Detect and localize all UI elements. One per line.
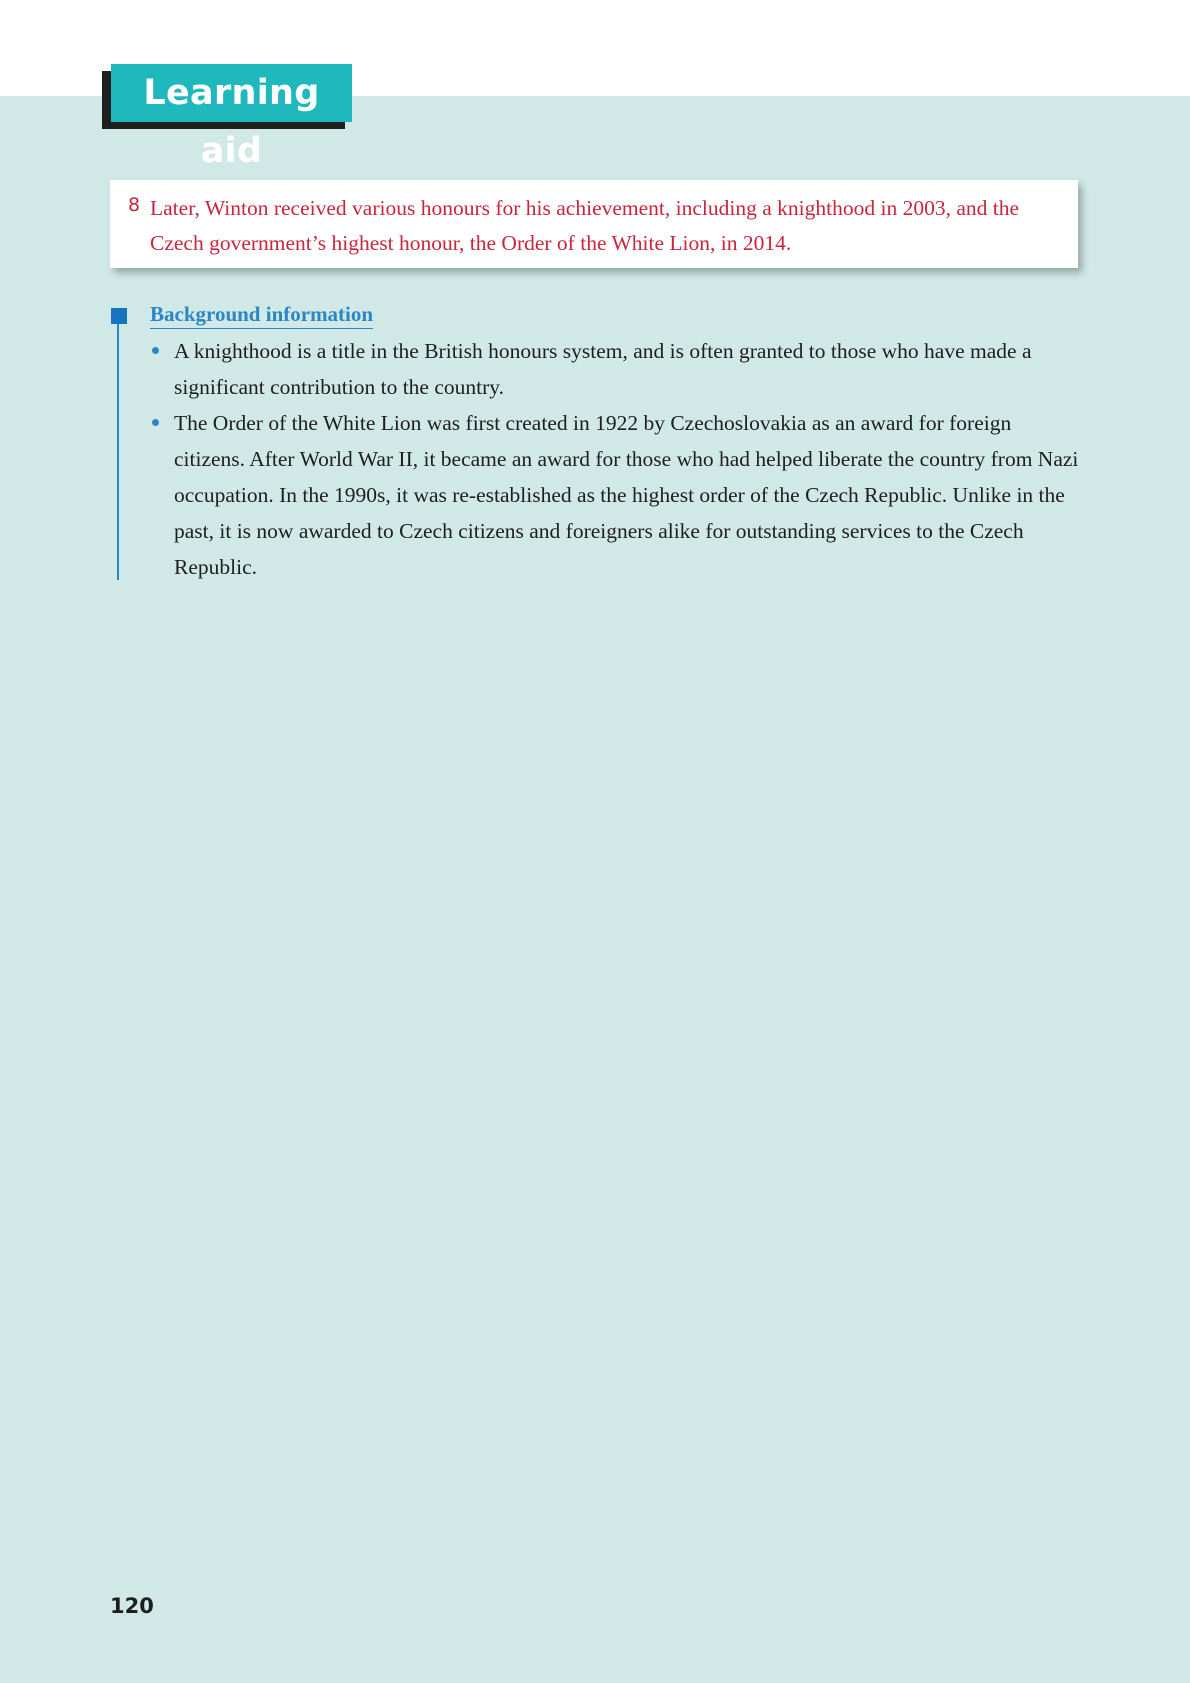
background-info-rule xyxy=(117,312,119,580)
learning-aid-tag: Learning aid xyxy=(111,64,352,122)
bullet-icon xyxy=(152,419,159,426)
background-info-list xyxy=(150,333,1080,585)
bullet-icon xyxy=(152,347,159,354)
list-item-text: The Order of the White Lion was first created in 1922 by Czechoslovakia as an award for foreign citizens. After World War II, it became an award for those who had helped liberate the country from Nazi occupation. In the 1990s, it was re-established as the highest order of the Czech Republic. Unlike in the past, it is now awarded to Czech citizens and foreigners alike for outstanding services to the Czech Republic. xyxy=(174,411,1079,579)
paragraph-number: 8 xyxy=(128,194,141,216)
highlighted-paragraph-box xyxy=(110,180,1078,268)
list-item xyxy=(150,333,1080,405)
list-item xyxy=(150,405,1080,585)
page-number: 120 xyxy=(110,1594,154,1618)
background-info-heading: Background information xyxy=(150,300,373,329)
square-marker-icon xyxy=(111,308,127,324)
paragraph-text: Later, Winton received various honours for his achievement, including a knighthood in 2003, and the Czech government’s highest honour, the Order of the White Lion, in 2014. xyxy=(150,196,1020,255)
list-item-text: A knighthood is a title in the British honours system, and is often granted to those who have made a significant contribution to the country. xyxy=(174,339,1032,399)
